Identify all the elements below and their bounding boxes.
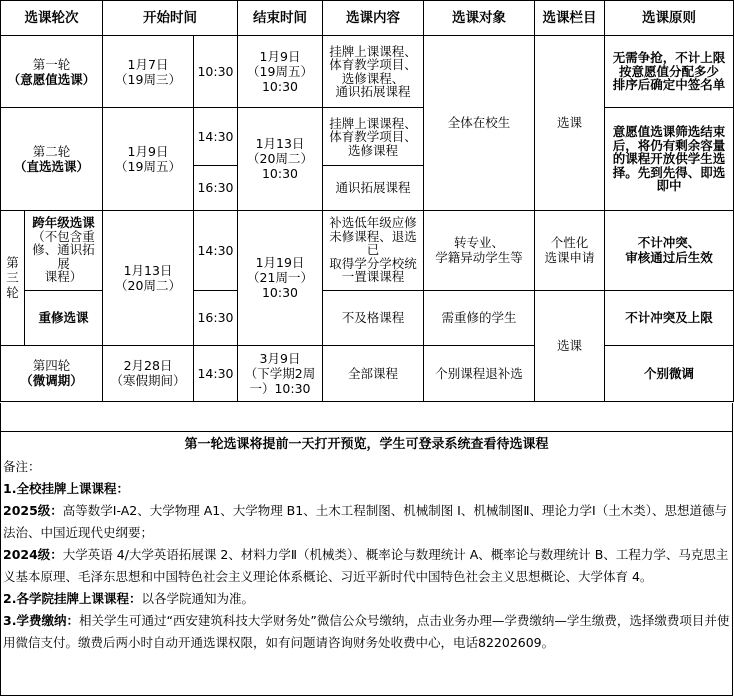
round1-end: 1月9日 （19周五） 10:30: [238, 36, 323, 108]
round2-end: 1月13日 （20周二） 10:30: [238, 108, 323, 210]
header-round: 选课轮次: [1, 1, 103, 36]
round1-content: 挂牌上课课程、 体育教学项目、 选修课程、 通识拓展课程: [323, 36, 424, 108]
round3-content-b: 不及格课程: [323, 290, 424, 345]
round3-target-a: 转专业、 学籍异动学生等: [424, 210, 535, 290]
remark-label: 备注：: [3, 459, 41, 474]
round1-row: [1, 36, 734, 108]
item3: 3.学费缴纳：相关学生可通过“西安建筑科技大学财务处”微信公众号缴纳，点击业务办理—学费缴纳—学生缴费，选择缴费项目并使用微信支付。缴费后两小时自动开通选课权限，如有问题请咨询财务处收费中心，电话82202609。: [3, 613, 730, 650]
round2-start-date: 1月9日 （19周五）: [103, 108, 194, 210]
round3-time-a: 14:30: [194, 210, 238, 290]
round3-cross-grade: 跨年级选课 （不包含重 修、通识拓展 课程）: [25, 210, 103, 290]
preview-notice: 第一轮选课将提前一天打开预览，学生可登录系统查看待选课程: [184, 437, 549, 452]
item1-title: 1.全校挂牌上课课程：: [3, 481, 129, 496]
header-start: 开始时间: [103, 1, 238, 36]
y2024-courses: 2024级：大学英语 4/大学英语拓展课 2、材料力学Ⅱ（机械类）、概率论与数理统计 A、概率论与数理统计 B、工程力学、马克思主义基本原理、毛泽东思想和中国特色社会主义理论体系概论、习近平新时代中国特色社会主义思想概论、大学体育 4。: [3, 547, 729, 584]
round3-content-a: 补选低年级应修 未修课程、退选已 取得学分学校统 一置课课程: [323, 210, 424, 290]
round2-content-b: 通识拓展课程: [323, 166, 424, 210]
round2-name: 第二轮 （直选选课）: [1, 108, 103, 210]
round4-name: 第四轮 （微调期）: [1, 345, 103, 401]
round4-content: 全部课程: [323, 345, 424, 401]
round4-start-time: 14:30: [194, 345, 238, 401]
header-target: 选课对象: [424, 1, 535, 36]
round3-end: 1月19日 （21周一） 10:30: [238, 210, 323, 345]
header-column: 选课栏目: [535, 1, 605, 36]
notes-top-bar: [1, 403, 732, 432]
round3-redo: 重修选课: [25, 290, 103, 345]
header-row: [1, 1, 734, 36]
round1-rule: 无需争抢，不计上限 按意愿值分配多少 排序后确定中签名单: [605, 36, 734, 108]
round3-target-b: 需重修的学生: [424, 290, 535, 345]
round4-row: [1, 345, 734, 401]
round3-time-b: 16:30: [194, 290, 238, 345]
round34-column: 选课: [535, 290, 605, 401]
round3-row-a: [1, 210, 734, 290]
round2-time-a: 14:30: [194, 108, 238, 166]
round1-name: 第一轮 （意愿值选课）: [1, 36, 103, 108]
round3-rule-b: 不计冲突及上限: [605, 290, 734, 345]
round1-start-date: 1月7日 （19周三）: [103, 36, 194, 108]
header-rule: 选课原则: [605, 1, 734, 36]
round2-row-a: [1, 108, 734, 166]
target-all-students: 全体在校生: [424, 36, 535, 210]
notes-section: [0, 403, 733, 696]
round2-rule: 意愿值选课筛选结束 后，将仍有剩余容量 的课程开放供学生选 择。先到先得、即选 即中: [605, 108, 734, 210]
round3-column-a: 个性化 选课申请: [535, 210, 605, 290]
round4-start-date: 2月28日 （寒假期间）: [103, 345, 194, 401]
round2-time-b: 16:30: [194, 166, 238, 210]
item2: 2.各学院挂牌上课课程：以各学院通知为准。: [3, 591, 254, 606]
round4-target: 个别课程退补选: [424, 345, 535, 401]
y2025-courses: 2025级：高等数学Ⅰ-A2、大学物理 A1、大学物理 B1、土木工程制图、机械制图 Ⅰ、机械制图Ⅱ、理论力学Ⅰ（土木类）、思想道德与法治、中国近现代史纲要；: [3, 503, 727, 540]
round4-rule: 个别微调: [605, 345, 734, 401]
round3-start-date: 1月13日 （20周二）: [103, 210, 194, 345]
round3-rule-a: 不计冲突、 审核通过后生效: [605, 210, 734, 290]
header-content: 选课内容: [323, 1, 424, 36]
header-end: 结束时间: [238, 1, 323, 36]
round1-start-time: 10:30: [194, 36, 238, 108]
round3-label: 第 三 轮: [1, 210, 25, 345]
column-select: 选课: [535, 36, 605, 210]
round4-end: 3月9日 （下学期2周 一）10:30: [238, 345, 323, 401]
round2-content-a: 挂牌上课课程、 体育教学项目、 选修课程: [323, 108, 424, 166]
